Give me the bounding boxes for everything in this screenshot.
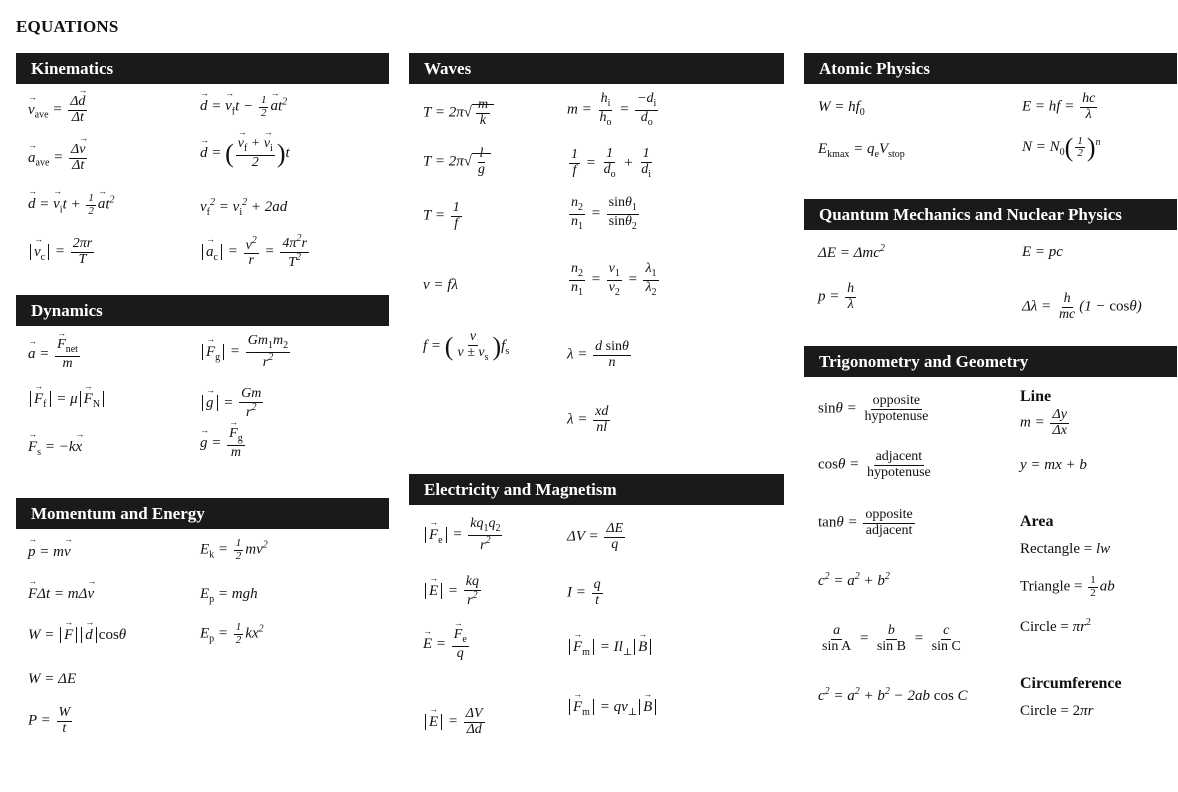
equation-magnetic-force-charge: → $F_m = qv_\perp\to B$ bbox=[567, 698, 658, 719]
section-header-dynamics: Dynamics bbox=[16, 295, 389, 326]
equation-spring-period: T = 2π√ $\frac{m}{k}$ bbox=[423, 98, 494, 128]
equation-photoelectric-work-function: $W = hf_0$ bbox=[818, 99, 865, 118]
equation-field-from-force: → g = → $\frac{F_g}{m}$ bbox=[200, 427, 247, 460]
equation-circle-area: Circle = $\pi r^2$ bbox=[1020, 617, 1091, 635]
equation-law-of-sines: $\frac{a}{\text{sin A}}$ = $\frac{b}{\text{sin B}}$ = $\frac{c}{\text{sin C}}$ bbox=[822, 623, 961, 654]
equation-circle-circumference: Circle = 2πr bbox=[1020, 703, 1094, 719]
equation-photon-energy: E = hf = $\frac{hc}{\lambda}$ bbox=[1022, 91, 1096, 122]
equation-refraction-ratios: $\frac{n_2}{n_1}$ = $\frac{v_1}{v_2}$ = $\frac{\lambda_1}{\lambda_2}$ bbox=[571, 261, 657, 298]
tangent-denominator: adjacent bbox=[865, 522, 913, 538]
equation-thin-lens: $\frac{1}{f}$ = $\frac{1}{d_o}$ + $\frac{1}{d_i}$ bbox=[571, 146, 652, 180]
equation-average-velocity: → $v_{ave}$ = $\frac{\Delta\to d}{\Delta t}$ bbox=[28, 95, 89, 125]
sine-numerator: opposite bbox=[872, 393, 921, 408]
equation-centripetal-acceleration: → $a_c$ = $\frac{v^2}{r}$ = $\frac{4\pi^2r}{T^2}$ bbox=[200, 234, 311, 270]
geometry-line-heading: Line bbox=[1020, 388, 1052, 405]
rectangle-label: Rectangle bbox=[1020, 541, 1080, 557]
equation-average-acceleration: → $a_{ave}$ = $\frac{\Delta\to v}{\Delta t}$ bbox=[28, 143, 89, 173]
equation-power: P = $\frac{W}{t}$ bbox=[28, 705, 71, 736]
equation-impulse: → FΔt = mΔ→ v bbox=[28, 585, 94, 603]
equation-potential-difference: ΔV = $\frac{\Delta E}{q}$ bbox=[567, 521, 624, 552]
equation-doppler-effect: f = ( $\frac{v}{v \pm v_s}$ )$f_s$ bbox=[423, 329, 510, 363]
geometry-area-heading: Area bbox=[1020, 513, 1054, 530]
equation-circular-speed: → $v_c$ = $\frac{2\pi r}{T}$ bbox=[28, 237, 96, 267]
equation-mass-energy: ΔE = Δmc$^2$ bbox=[818, 243, 885, 261]
circle-area-label: Circle bbox=[1020, 619, 1057, 635]
equation-pendulum-period: T = 2π√ $\frac{l}{g}$ bbox=[423, 147, 491, 177]
section-header-quantum-nuclear: Quantum Mechanics and Nuclear Physics bbox=[804, 199, 1177, 230]
equation-point-charge-field: → E = $\frac{kq}{r^2}$ bbox=[423, 575, 483, 608]
law-of-sines-sin-b: sin B bbox=[876, 638, 906, 654]
page-title: EQUATIONS bbox=[16, 17, 119, 36]
law-of-sines-sin-a: sin A bbox=[822, 638, 852, 654]
equation-de-broglie: p = $\frac{h}{\lambda}$ bbox=[818, 281, 855, 312]
equation-law-of-cosines: $c^2 = a^2 + b^2 - 2ab$ cos C bbox=[818, 686, 968, 704]
section-header-momentum-energy: Momentum and Energy bbox=[16, 498, 389, 529]
equation-slope: m = $\frac{\Delta y}{\Delta x}$ bbox=[1020, 407, 1067, 438]
equation-gravitational-potential-energy: $E_p$ = mgh bbox=[200, 586, 258, 605]
equation-work: W = → F→ d cosθ bbox=[28, 626, 126, 644]
equation-momentum: → p = m→ v bbox=[28, 543, 71, 561]
equation-pythagorean: $c^2 = a^2 + b^2$ bbox=[818, 571, 890, 589]
equation-magnetic-force-wire: → $F_m = Il_\perp\to B$ bbox=[567, 638, 653, 659]
cosine-denominator: hypotenuse bbox=[867, 464, 931, 480]
equation-displacement-final-velocity: → d = → $v_ft$ − $\frac{1}{2}$ → $at^2$ bbox=[200, 95, 287, 119]
geometry-circumference-heading: Circumference bbox=[1020, 675, 1122, 692]
triangle-label: Triangle bbox=[1020, 578, 1071, 595]
equation-velocity-squared: $v_f^2 = v_i^2 + 2ad$ bbox=[200, 197, 288, 218]
equation-spring-force: → $F_s = -k\to x$ bbox=[28, 438, 82, 459]
law-of-sines-sin-c: sin C bbox=[931, 638, 961, 654]
equation-kinetic-energy: $E_k$ = $\frac{1}{2}$ $mv^2$ bbox=[200, 537, 268, 562]
equation-gravitational-field: → g = $\frac{Gm}{r^2}$ bbox=[200, 387, 265, 420]
equation-compton-shift: Δλ = $\frac{h}{mc}$ (1 − cosθ) bbox=[1022, 291, 1142, 322]
equation-magnification: m = $\frac{h_i}{h_o}$ = $\frac{-d_i}{d_o}$ bbox=[567, 91, 657, 128]
equation-cosine: cosθ = adjacent hypotenuse bbox=[818, 449, 931, 480]
equation-displacement-initial-velocity: → d = → $v_it$ + $\frac{1}{2}$ → $at^2$ bbox=[28, 193, 115, 217]
section-header-electricity-magnetism: Electricity and Magnetism bbox=[409, 474, 784, 505]
equation-period-frequency: T = $\frac{1}{f}$ bbox=[423, 200, 460, 231]
equation-triangle-area: Triangle = $\frac{1}{2}$ ab bbox=[1020, 574, 1115, 599]
equation-radioactive-decay: $N = N_0$( $\frac{1}{2}$ )$^n$ bbox=[1022, 133, 1101, 162]
equation-elastic-potential-energy: $E_p$ = $\frac{1}{2}$ $kx^2$ bbox=[200, 621, 264, 646]
section-header-atomic-physics: Atomic Physics bbox=[804, 53, 1177, 84]
equation-work-energy: W = ΔE bbox=[28, 671, 77, 687]
tangent-numerator: opposite bbox=[865, 507, 913, 522]
equation-electric-field-potential: → E = $\frac{\Delta V}{\Delta d}$ bbox=[423, 707, 487, 737]
equation-diffraction-grating: λ = $\frac{\text{d sinθ}}{n}$ bbox=[567, 339, 629, 370]
circle-circumference-label: Circle bbox=[1020, 703, 1057, 719]
equation-max-kinetic-energy: $E_{kmax} = q_eV_{stop}$ bbox=[818, 141, 905, 160]
section-header-trig-geometry: Trigonometry and Geometry bbox=[804, 346, 1177, 377]
cosine-numerator: adjacent bbox=[875, 449, 923, 464]
equation-wave-speed: v = fλ bbox=[423, 277, 458, 293]
equation-coulombs-law: → $F_e$ = $\frac{kq_1q_2}{r^2}$ bbox=[423, 517, 504, 553]
equation-newtons-second-law: → a = → $F_{net}$ m bbox=[28, 338, 82, 371]
equation-tangent: tanθ = opposite adjacent bbox=[818, 507, 913, 538]
equation-interference: λ = $\frac{xd}{nl}$ bbox=[567, 404, 609, 435]
equation-rectangle-area: Rectangle = lw bbox=[1020, 541, 1111, 557]
equation-friction-force: → $F_f = \mu\to F_N$ bbox=[28, 390, 106, 411]
equation-sine: sinθ = opposite hypotenuse bbox=[818, 393, 929, 424]
equation-current: I = $\frac{q}{t}$ bbox=[567, 577, 601, 608]
equation-displacement-average-velocity: → d = ( → $\frac{v_f + \to v_i}{2}$ )t bbox=[200, 137, 290, 170]
sine-denominator: hypotenuse bbox=[864, 408, 929, 424]
section-header-waves: Waves bbox=[409, 53, 784, 84]
section-header-kinematics: Kinematics bbox=[16, 53, 389, 84]
equation-line: y = mx + b bbox=[1020, 457, 1087, 473]
equation-gravitational-force: → $F_g$ = $\frac{Gm_1m_2}{r^2}$ bbox=[200, 334, 292, 370]
equation-snells-law: $\frac{n_2}{n_1}$ = $\frac{\sin\theta_1}{\sin\theta_2}$ bbox=[571, 195, 637, 232]
equation-photon-momentum-energy: E = pc bbox=[1022, 244, 1063, 260]
equation-electric-field-force: → E = → $\frac{F_e}{q}$ bbox=[423, 628, 471, 661]
